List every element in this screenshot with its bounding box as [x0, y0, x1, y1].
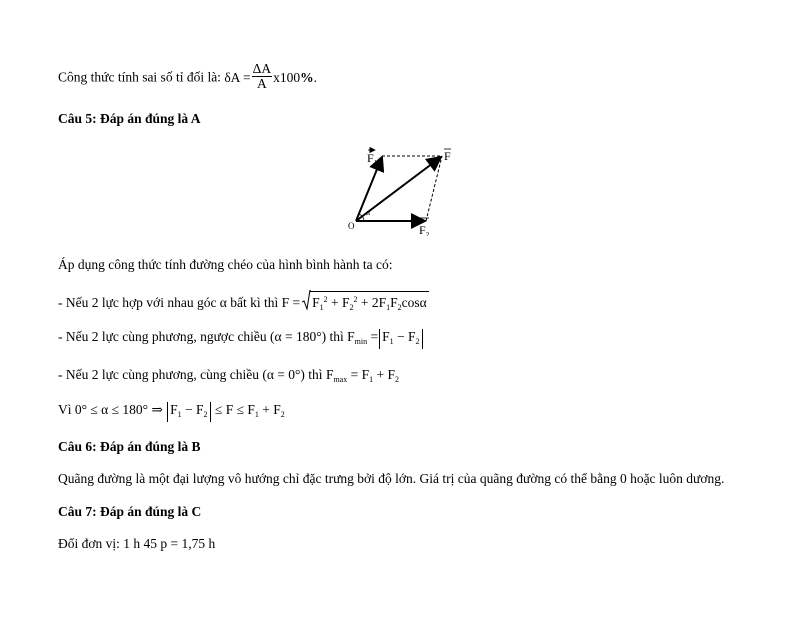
answer-heading-5: Câu 5: Đáp án đúng là A: [58, 111, 201, 126]
apply-formula-line: Áp dụng công thức tính đường chéo của hình bình hành ta có:: [58, 257, 393, 272]
label-alpha: α: [366, 208, 371, 217]
relative-error-formula: δA = $\frac{\Delta A}{A}$ x100%.: [224, 61, 317, 91]
relative-error-text: Công thức tính sai số tỉ đối là:: [58, 69, 221, 85]
case-opposite-line: - Nếu 2 lực cùng phương, ngược chiều (α = 180°) thì $F_{min} = F_1 - F_2$: [58, 328, 424, 351]
label-f: F: [444, 149, 451, 163]
force-parallelogram-diagram: [330, 138, 470, 236]
label-origin: O: [348, 221, 355, 231]
fmin-formula: $F_{min} = F_1 - F_2$: [347, 329, 423, 344]
label-f1: $F_1$: [367, 151, 378, 167]
relative-error-line: [58, 61, 317, 93]
case-any-angle-line: - Nếu 2 lực hợp với nhau góc α bất kì thì F = $F_1^2 + F_2^2 + 2F_1F_2\cos\alpha$: [58, 291, 429, 316]
resultant-formula: F = $F_1^2 + F_2^2 + 2F_1F_2\cos\alpha$: [282, 295, 429, 310]
fmax-formula: $F_{max} = F_1 + F_2$: [325, 367, 399, 384]
case-same-direction-line: - Nếu 2 lực cùng phương, cùng chiều (α = 0°) thì $F_{max} = F_1 + F_2$: [58, 367, 399, 384]
answer-body-7: Đổi đơn vị: 1 h 45 p = 1,75 h: [58, 536, 216, 551]
answer-heading-6: Câu 6: Đáp án đúng là B: [58, 439, 201, 454]
range-formula: $F_1 - F_2 \le F \le F_1 + F_2$: [166, 402, 285, 417]
fraction: $\frac{\Delta A}{A}$: [252, 61, 272, 91]
label-f2: $F_2$: [419, 223, 430, 236]
answer-body-6: Quãng đường là một đại lượng vô hướng chỉ đặc trưng bởi độ lớn. Giá trị của quãng đường có thể bằng 0 hoặc luôn dương.: [58, 471, 725, 486]
sqrt-sign: [302, 290, 311, 310]
answer-heading-7: Câu 7: Đáp án đúng là C: [58, 504, 202, 519]
range-line: Vì 0° ≤ α ≤ 180° ⇒ $F_1 - F_2 \le F \le F_1 + F_2$: [58, 401, 285, 424]
